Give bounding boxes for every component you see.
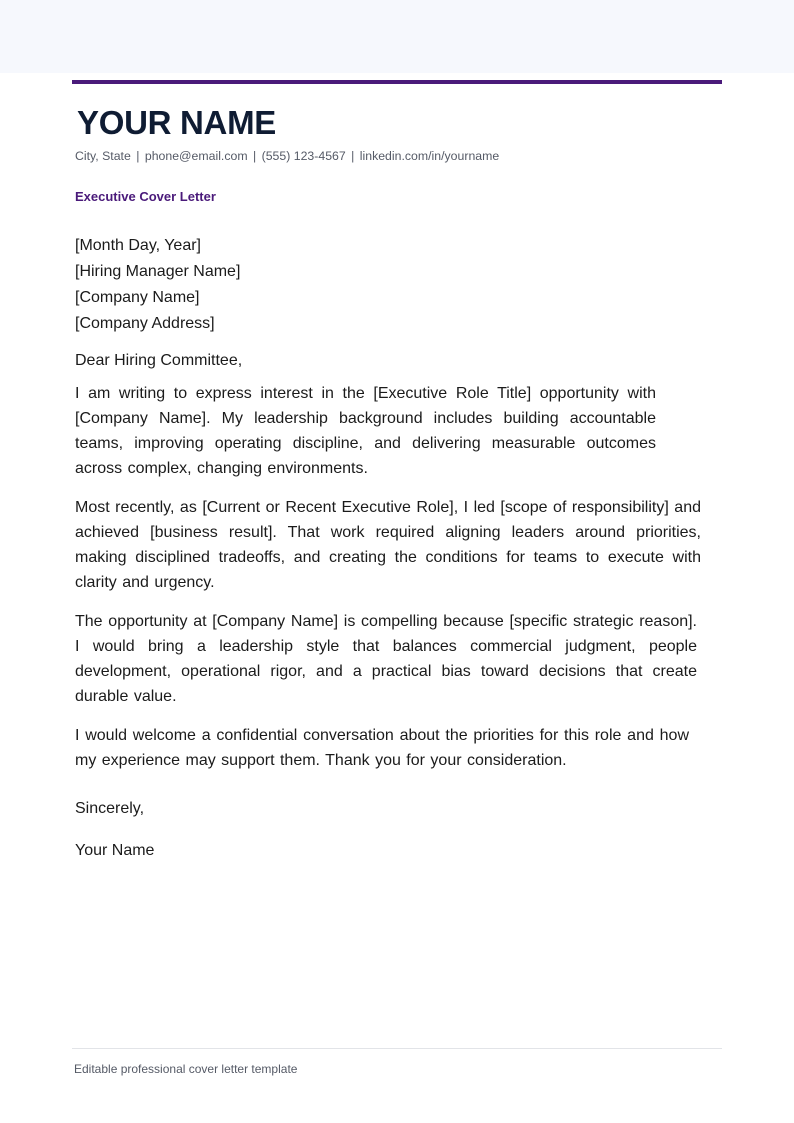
contact-phone: (555) 123-4567	[261, 149, 346, 163]
recipient-address: [Company Address]	[75, 315, 215, 332]
signature-name: Your Name	[75, 842, 155, 859]
accent-rule	[72, 80, 722, 84]
letter-subtitle: Executive Cover Letter	[75, 189, 216, 204]
body-paragraph-4: I would welcome a confidential conversation about the priorities for this role and how my experience may support them. Thank you for your consideration.	[75, 727, 689, 769]
recipient-block	[75, 233, 240, 337]
body-paragraph-2: Most recently, as [Current or Recent Executive Role], I led [scope of responsibility] and achieved [business result]. That work required aligning leaders around priorities, making disciplined tradeoffs, and creating the conditions for teams to execute with clarity and urgency.	[75, 499, 701, 591]
contact-location: City, State	[75, 149, 131, 163]
applicant-name: YOUR NAME	[77, 104, 276, 141]
letter-date: [Month Day, Year]	[75, 237, 201, 254]
closing: Sincerely,	[75, 800, 145, 817]
body-paragraph-3: The opportunity at [Company Name] is compelling because [specific strategic reason]. I would bring a leadership style that balances commercial judgment, people development, operational rigor, and a practical bias toward decisions that create durable value.	[75, 613, 697, 705]
body-paragraph-1: I am writing to express interest in the [Executive Role Title] opportunity with [Company Name]. My leadership background includes building accountable teams, improving operating discipline, and delivering measurable outcomes across complex, changing environments.	[75, 385, 656, 477]
contact-separator: |	[351, 149, 355, 163]
header-band	[0, 0, 794, 73]
contact-linkedin: linkedin.com/in/yourname	[359, 149, 500, 163]
footer-note: Editable professional cover letter template	[74, 1062, 298, 1076]
contact-separator: |	[253, 149, 257, 163]
salutation: Dear Hiring Committee,	[75, 352, 243, 369]
contact-line	[75, 149, 499, 163]
footer-divider	[72, 1048, 722, 1049]
recipient-name: [Hiring Manager Name]	[75, 263, 241, 280]
contact-email: phone@email.com	[144, 149, 248, 163]
recipient-company: [Company Name]	[75, 289, 200, 306]
contact-separator: |	[136, 149, 140, 163]
